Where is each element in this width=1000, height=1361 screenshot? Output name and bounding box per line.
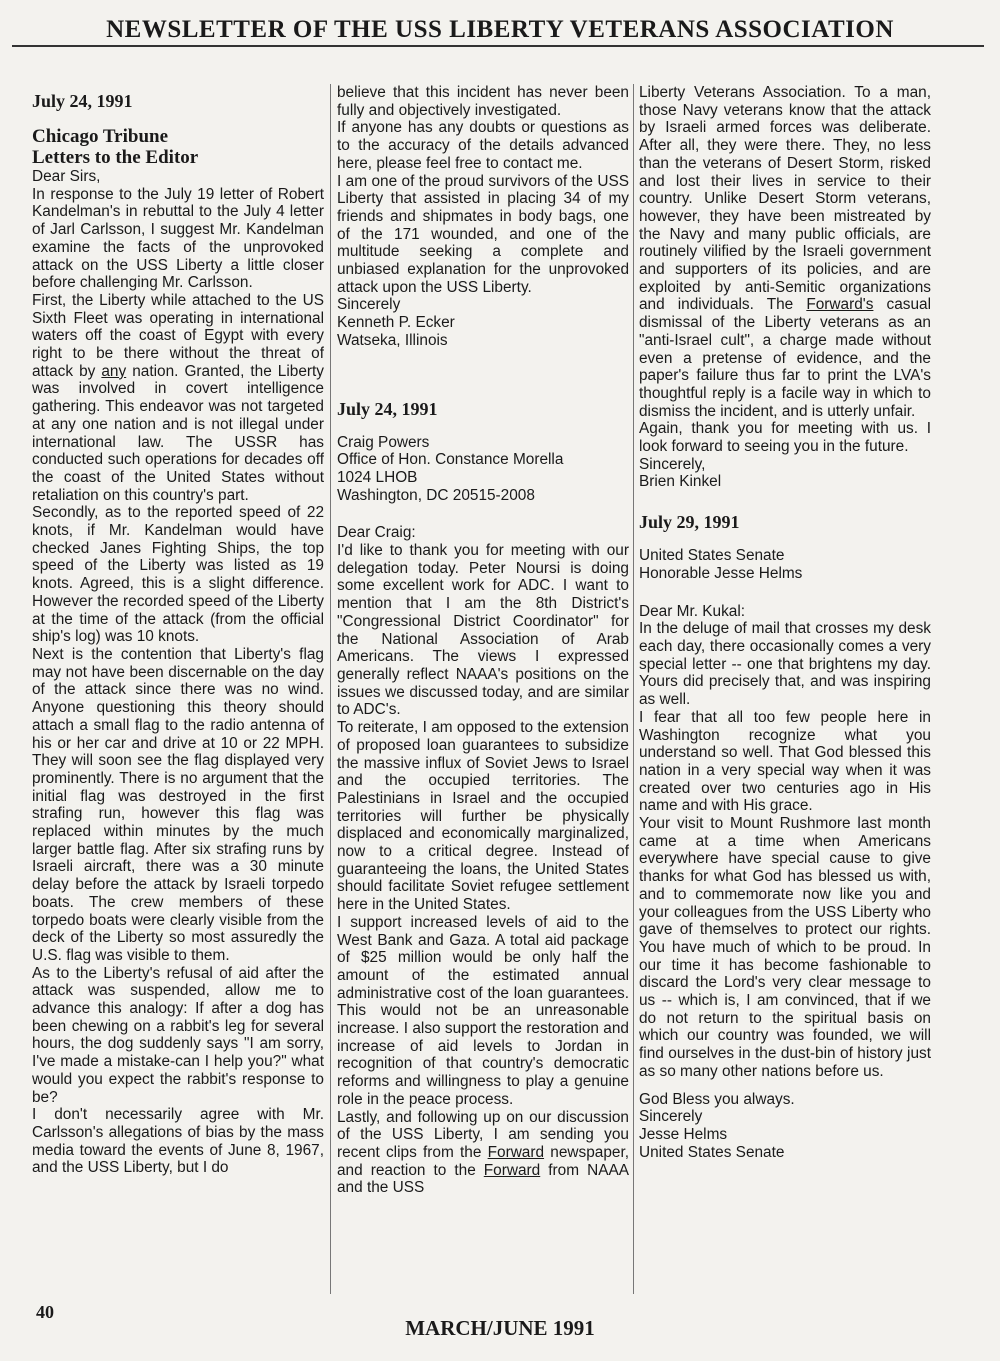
letter-date: July 29, 1991 — [639, 512, 740, 533]
column-divider — [633, 84, 634, 1294]
paragraph: As to the Liberty's refusal of aid after the attack was suspended, allow me to advance this analogy: If after a dog has been chewing on a rabbit's leg for several hours, the dog suddenly says "I am sorry, I've made a mistake-can I help you?" what would you expect the rabbit's response to be? — [32, 964, 324, 1106]
paragraph: I don't necessarily agree with Mr. Carlsson's allegations of bias by the mass media toward the events of June 8, 1967, and the USS Liberty, but I do — [32, 1106, 324, 1177]
blessing: God Bless you always. — [639, 1090, 795, 1108]
paragraph: To reiterate, I am opposed to the extension of proposed loan guarantees to subsidize the massive influx of Soviet Jews to Israel and the occupied territories. The Palestinians in Israel and the occupied territories will further be physically displaced and economically marginalized, now to a critical degree. Instead of guaranteeing the loans, the United States should facilitate Soviet refugee settlement here in the United States. — [337, 719, 629, 914]
column-divider — [330, 84, 331, 1294]
closing: Sincerely, — [639, 455, 706, 473]
address-line: Honorable Jesse Helms — [639, 564, 803, 582]
signer: Brien Kinkel — [639, 473, 722, 491]
address-line: 1024 LHOB — [337, 468, 418, 486]
underlined-word: any — [101, 362, 127, 380]
paragraph: Secondly, as to the reported speed of 22 knots, if Mr. Kandelman would have checked Janes Fighting Ships, the top speed of the Liberty was listed as 19 knots. Agreed, this is a slight difference. However the recorded speed of the Liberty at the time of the attack (from the official ship's log) was 10 knots. — [32, 504, 324, 646]
paragraph: Next is the contention that Liberty's flag may not have been discernable on the day of the attack since there was no wind. Anyone questioning this theory should attach a small flag to the radio antenna of his or her car and drive at 10 or 22 MPH. They will soon see the flag displayed very prominently. There is no argument that the initial flag was destroyed in the first strafing run, however this flag was replaced within minutes by the much larger battle flag. After six strafing runs by Israeli aircraft, there was a 30 minute delay before the attack by Israeli torpedo boats. The crew members of these torpedo boats were clearly visible from the deck of the Liberty so most assuredly the U.S. flag was visible to them. — [32, 645, 324, 964]
column-3 — [639, 84, 931, 1304]
masthead-rule — [12, 45, 984, 47]
paragraph: I'd like to thank you for meeting with our delegation today. Peter Noursi is doing some excellent work for ADC. I want to mention that I am the 8th District's "Congressional District Coordinator" for the National Association of Arab Americans. The views I expressed generally reflect NAAA's positions on the issues we discussed today, and are similar to ADC's. — [337, 542, 629, 719]
column-1 — [32, 84, 324, 1304]
address-line: Craig Powers — [337, 433, 430, 451]
paragraph: Again, thank you for meeting with us. I look forward to seeing you in the future. — [639, 420, 931, 456]
underlined-word: Forward — [487, 1143, 545, 1161]
salutation: Dear Craig: — [337, 524, 416, 542]
paragraph: In response to the July 19 letter of Robert Kandelman's in rebuttal to the July 4 letter of Jarl Carlsson, I suggest Mr. Kandelman examine the facts of the unprovoked attack on the USS Liberty a little closer before challenging Mr. Carlsson. — [32, 185, 324, 292]
paragraph: Your visit to Mount Rushmore last month came at a time when Americans everywhere have special cause to give thanks for what God has blessed us with, and to commemorate now like you and your colleagues from the USS Liberty who gave of themselves to protect our rights. You have much of which to be proud. In our time it has become fashionable to discard the Lord's very clear message to us -- which is, I am convinced, that if we do not return to the spiritual basis on which our country was founded, we will find ourselves in the dust-bin of history just as so many other nations before us. — [639, 815, 931, 1080]
paragraph: Liberty Veterans Association. To a man, those Navy veterans know that the attack by Israeli armed forces was deliberate. After all, they were there. They, no less than the veterans of Desert Storm, risked and lost their lives in service to their country. Unlike Desert Storm veterans, however, they have been mistreated by the Navy and many public officials, are routinely vilified by the Israeli government and supporters of its policies, and are exploited by anti-Semitic organizations and individuals. The Forward's casual dismissal of the Liberty veterans as an "anti-Israel cult", a charge made without even a pretense of evidence, and the paper's failure thus far to print the LVA's thoughtful reply is a facile way in which to dismiss the incident, and is utterly unfair. — [639, 84, 931, 420]
signer: Jesse Helms — [639, 1125, 728, 1143]
paragraph: I support increased levels of aid to the West Bank and Gaza. A total aid package of $25 million would be only half the amount of the estimated annual administrative cost of the loan guarantees. This would not be an unreasonable increase. I also support the restoration and increase of aid levels to Jordan in recognition of that country's democratic reforms and willingness to play a genuine role in the peace process. — [337, 913, 629, 1108]
address-line: Office of Hon. Constance Morella — [337, 451, 564, 469]
paragraph: I am one of the proud survivors of the USS Liberty that assisted in placing 34 of my friends and shipmates in body bags, one of the 171 wounded, and one of the multitude seeking a complete and unbiased explanation for the unprovoked attack upon the USS Liberty. — [337, 172, 629, 296]
paragraph: If anyone has any doubts or questions as to the accuracy of the details advanced here, please feel free to contact me. — [337, 119, 629, 172]
letter-subheading: Letters to the Editor — [32, 147, 199, 168]
underlined-word: Forward's — [806, 296, 874, 314]
letter-heading: Chicago Tribune — [32, 126, 169, 147]
address-line: Washington, DC 20515-2008 — [337, 486, 535, 504]
paragraph: In the deluge of mail that crosses my desk each day, there occasionally comes a very special letter -- one that brightens my day. Yours did precisely that, and was inspiring as well. — [639, 620, 931, 709]
letter-date: July 24, 1991 — [32, 91, 133, 111]
closing: Sincerely — [337, 296, 401, 314]
salutation: Dear Mr. Kukal: — [639, 602, 746, 620]
paragraph: First, the Liberty while attached to the US Sixth Fleet was operating in international waters off the coast of Egypt with every right to be there without the threat of attack by any nation. Granted, the Liberty was involved in covert intelligence gathering. This endeavor was not targeted at any one nation and is not illegal under international law. The USSR has conducted such operations for decades off the coast of the United States without retaliation on this country's part. — [32, 291, 324, 504]
signer-title: United States Senate — [639, 1143, 785, 1161]
underlined-word: Forward — [483, 1161, 541, 1179]
salutation: Dear Sirs, — [32, 168, 101, 185]
page-number: 40 — [36, 1302, 54, 1322]
masthead-title: NEWSLETTER OF THE USS LIBERTY VETERANS ASSOCIATION — [106, 16, 894, 43]
paragraph: believe that this incident has never been fully and objectively investigated. — [337, 84, 629, 119]
issue-date-footer: MARCH/JUNE 1991 — [405, 1316, 595, 1340]
signer-location: Watseka, Illinois — [337, 331, 448, 349]
paragraph: Lastly, and following up on our discussion of the USS Liberty, I am sending you recent clips from the Forward newspaper, and reaction to the Forward from NAAA and the USS — [337, 1108, 629, 1197]
paragraph: I fear that all too few people here in Washington recognize what you understand so well. That God blessed this nation in a very special way when it was created over two centuries ago in His name and with His grace. — [639, 708, 931, 815]
column-2 — [337, 84, 629, 1304]
closing: Sincerely — [639, 1108, 703, 1126]
signer: Kenneth P. Ecker — [337, 314, 455, 332]
address-line: United States Senate — [639, 547, 785, 565]
letter-date: July 24, 1991 — [337, 398, 438, 419]
